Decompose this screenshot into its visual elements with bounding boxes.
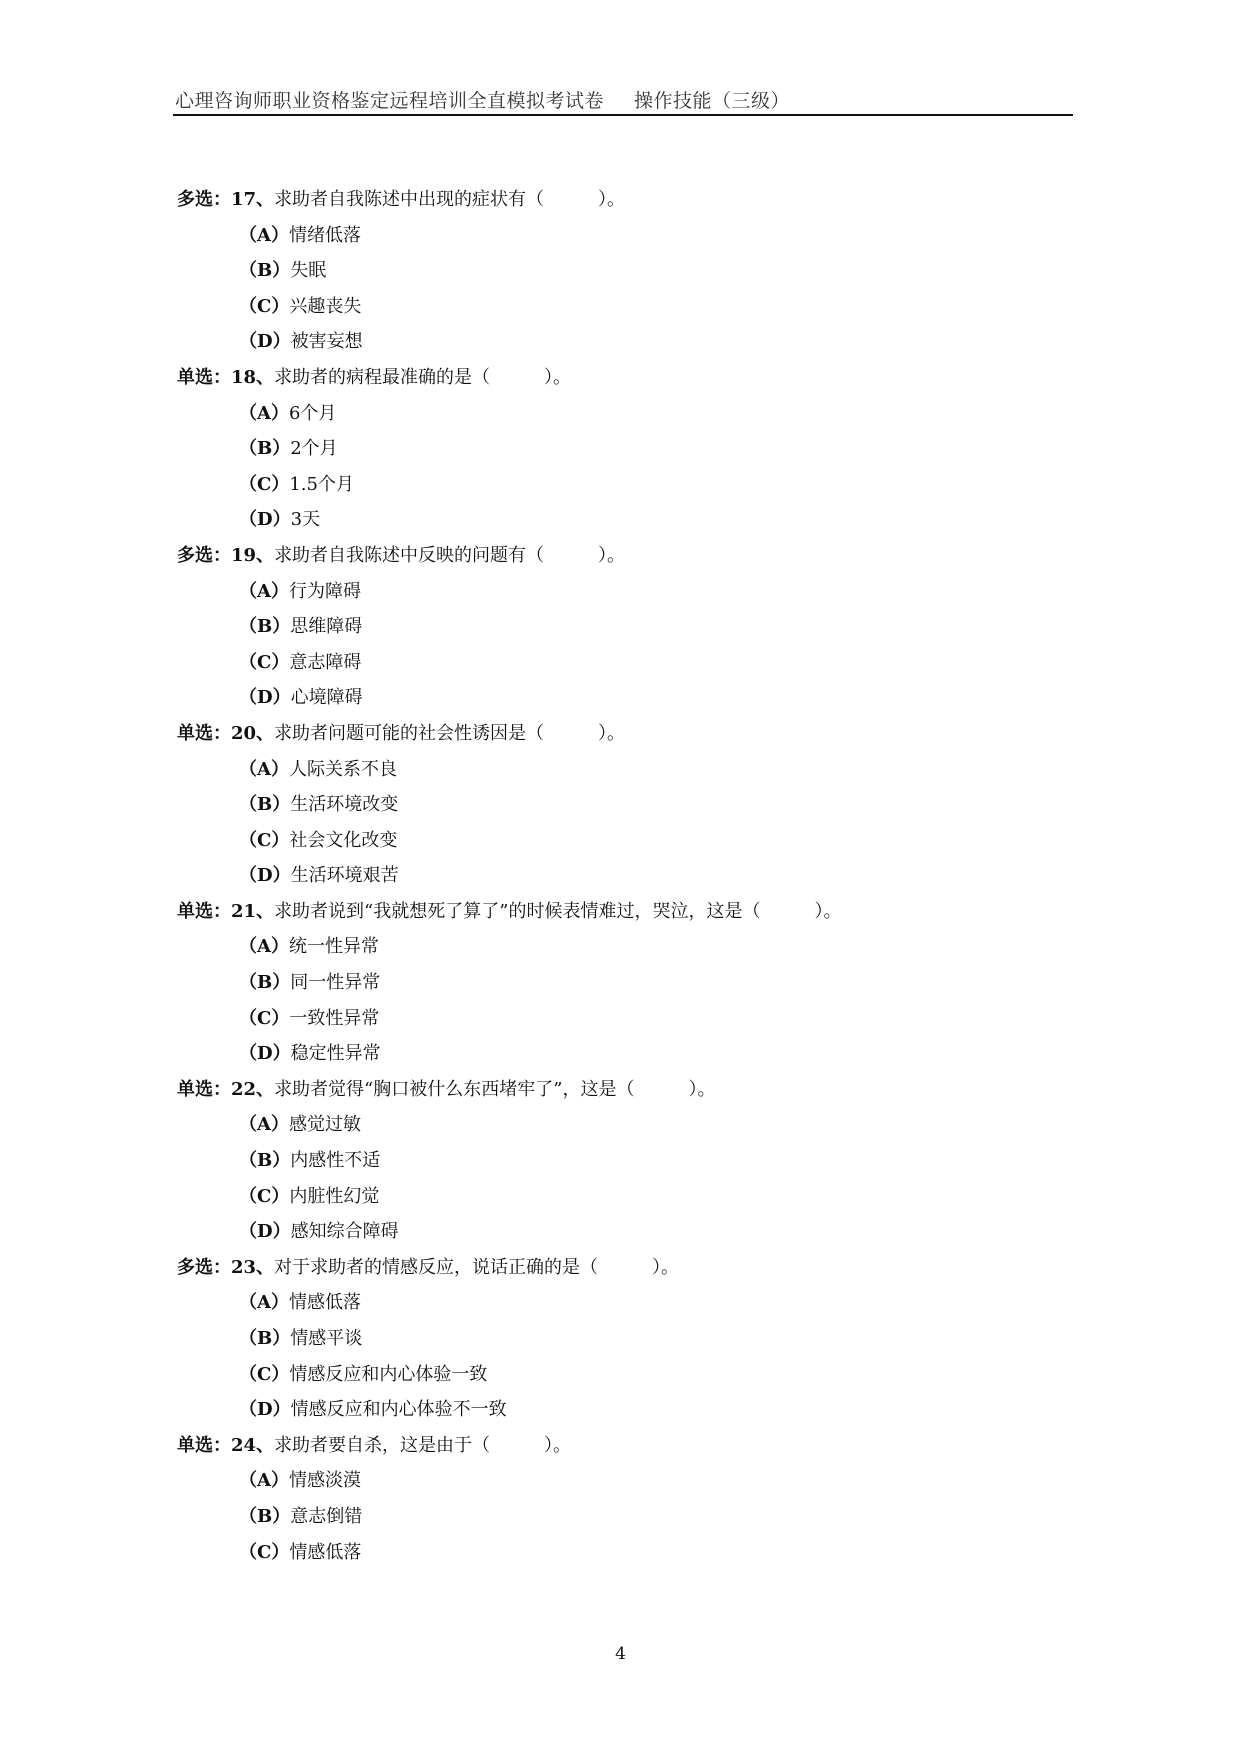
option-text: 失眠: [290, 260, 327, 282]
option-24-c: [177, 1539, 1077, 1575]
option-letter: （A）: [239, 936, 289, 958]
option-letter: （B）: [239, 260, 291, 282]
option-text: 稳定性异常: [290, 1043, 381, 1065]
question-number: 22、: [231, 1078, 275, 1100]
option-text: 同一性异常: [290, 972, 381, 994]
option-text: 情感低落: [289, 1541, 362, 1563]
option-19-b: [177, 613, 1077, 649]
option-text: 内脏性幻觉: [289, 1185, 380, 1207]
page-header: [175, 86, 1075, 113]
question-list: [177, 186, 1077, 1574]
page-number: 4: [615, 1644, 626, 1664]
question-23: [177, 1254, 1077, 1290]
option-22-c: [177, 1183, 1077, 1219]
question-22: [177, 1076, 1077, 1112]
option-17-c: [177, 293, 1077, 329]
option-letter: （C）: [239, 651, 290, 673]
option-text: 一致性异常: [289, 1007, 380, 1029]
option-letter: （D）: [239, 331, 291, 353]
option-letter: （A）: [239, 1470, 289, 1492]
option-18-d: [177, 506, 1077, 542]
option-letter: （B）: [239, 972, 291, 994]
header-section: 操作技能（三级）: [634, 90, 791, 112]
question-text: 求助者要自杀，这是由于（ ）。: [274, 1434, 572, 1456]
option-23-b: [177, 1325, 1077, 1361]
option-text: 情感反应和内心体验不一致: [290, 1399, 507, 1421]
option-letter: （B）: [239, 1328, 291, 1349]
option-22-a: [177, 1111, 1077, 1147]
question-17: [177, 186, 1077, 222]
option-text: 1.5个月: [289, 473, 354, 495]
question-number: 17、: [231, 189, 275, 210]
option-letter: （D）: [239, 1399, 291, 1421]
question-20: [177, 720, 1077, 756]
question-18: [177, 364, 1077, 400]
option-letter: （C）: [239, 295, 290, 317]
option-20-a: [177, 756, 1077, 792]
option-19-c: [177, 649, 1077, 685]
question-text: 对于求助者的情感反应，说话正确的是（ ）。: [274, 1256, 680, 1278]
option-19-d: [177, 684, 1077, 720]
option-letter: （B）: [239, 438, 291, 460]
option-text: 心境障碍: [290, 687, 363, 709]
question-text: 求助者自我陈述中反映的问题有（ ）。: [274, 544, 626, 566]
option-24-a: [177, 1467, 1077, 1503]
header-title: 心理咨询师职业资格鉴定远程培训全直模拟考试卷: [175, 90, 605, 112]
option-17-b: [177, 257, 1077, 293]
question-24: [177, 1432, 1077, 1468]
option-letter: （A）: [239, 402, 289, 424]
question-text: 求助者的病程最准确的是（ ）。: [274, 366, 572, 388]
option-text: 思维障碍: [290, 616, 363, 638]
option-letter: （A）: [239, 224, 289, 246]
question-type: 单选：: [177, 366, 231, 388]
question-19: [177, 542, 1077, 578]
option-letter: （B）: [239, 1150, 291, 1172]
option-letter: （D）: [239, 509, 291, 531]
option-letter: （B）: [239, 794, 291, 816]
question-number: 19、: [231, 544, 275, 566]
option-letter: （C）: [239, 473, 290, 495]
option-text: 统一性异常: [288, 936, 379, 958]
question-number: 20、: [231, 722, 275, 744]
option-letter: （A）: [239, 1114, 289, 1136]
question-type: 单选：: [177, 1078, 231, 1100]
option-21-a: [177, 933, 1077, 969]
question-text: 求助者自我陈述中出现的症状有（ ）。: [274, 189, 626, 210]
question-type: 多选：: [177, 189, 231, 210]
question-text: 求助者觉得“胸口被什么东西堵牢了”，这是（ ）。: [274, 1078, 716, 1100]
option-letter: （D）: [239, 1043, 291, 1065]
header-rule: [173, 114, 1073, 116]
option-20-d: [177, 862, 1077, 898]
option-text: 人际关系不良: [288, 758, 397, 780]
option-letter: （A）: [239, 580, 289, 602]
question-number: 23、: [231, 1256, 275, 1278]
option-text: 生活环境艰苦: [290, 865, 399, 887]
option-text: 内感性不适: [290, 1150, 381, 1172]
option-24-b: [177, 1503, 1077, 1539]
option-18-b: [177, 435, 1077, 471]
option-text: 情感淡漠: [288, 1470, 361, 1492]
option-letter: （B）: [239, 616, 291, 638]
option-letter: （A）: [239, 1292, 289, 1314]
option-letter: （D）: [239, 687, 291, 709]
option-letter: （D）: [239, 865, 291, 887]
option-text: 意志障碍: [289, 651, 362, 673]
option-letter: （A）: [239, 758, 289, 780]
option-text: 行为障碍: [288, 580, 361, 602]
option-20-b: [177, 791, 1077, 827]
option-text: 意志倒错: [290, 1505, 363, 1527]
option-letter: （C）: [239, 1185, 290, 1207]
question-type: 单选：: [177, 722, 231, 744]
option-21-b: [177, 969, 1077, 1005]
option-letter: （D）: [239, 1221, 291, 1243]
option-letter: （C）: [239, 1541, 290, 1563]
option-text: 感知综合障碍: [290, 1221, 399, 1243]
question-21: [177, 898, 1077, 934]
option-text: 2个月: [290, 438, 338, 460]
option-17-a: [177, 222, 1077, 258]
option-21-c: [177, 1005, 1077, 1041]
question-number: 21、: [231, 900, 275, 922]
option-text: 被害妄想: [290, 331, 363, 353]
question-type: 单选：: [177, 900, 231, 922]
option-text: 3天: [290, 509, 321, 531]
option-text: 情感低落: [288, 1292, 361, 1314]
question-type: 多选：: [177, 1256, 231, 1278]
option-text: 6个月: [288, 402, 337, 424]
question-number: 24、: [231, 1434, 275, 1456]
option-letter: （C）: [239, 1363, 290, 1385]
option-text: 感觉过敏: [288, 1114, 361, 1136]
option-letter: （B）: [239, 1505, 291, 1527]
question-type: 单选：: [177, 1434, 231, 1456]
question-number: 18、: [231, 366, 275, 388]
question-text: 求助者说到“我就想死了算了”的时候表情难过，哭泣，这是（ ）。: [274, 900, 842, 922]
option-21-d: [177, 1040, 1077, 1076]
option-17-d: [177, 328, 1077, 364]
option-text: 情绪低落: [288, 224, 361, 246]
option-22-d: [177, 1218, 1077, 1254]
option-20-c: [177, 827, 1077, 863]
option-18-c: [177, 471, 1077, 507]
option-23-d: [177, 1396, 1077, 1432]
option-22-b: [177, 1147, 1077, 1183]
option-19-a: [177, 578, 1077, 614]
option-18-a: [177, 400, 1077, 436]
option-23-a: [177, 1289, 1077, 1325]
option-text: 社会文化改变: [289, 829, 398, 851]
option-23-c: [177, 1361, 1077, 1397]
option-text: 情感反应和内心体验一致: [289, 1363, 488, 1385]
option-text: 生活环境改变: [290, 794, 399, 816]
option-text: 兴趣丧失: [289, 295, 362, 317]
question-text: 求助者问题可能的社会性诱因是（ ）。: [274, 722, 626, 744]
option-letter: （C）: [239, 1007, 290, 1029]
option-letter: （C）: [239, 829, 290, 851]
option-text: 情感平谈: [290, 1328, 363, 1349]
question-type: 多选：: [177, 544, 231, 566]
